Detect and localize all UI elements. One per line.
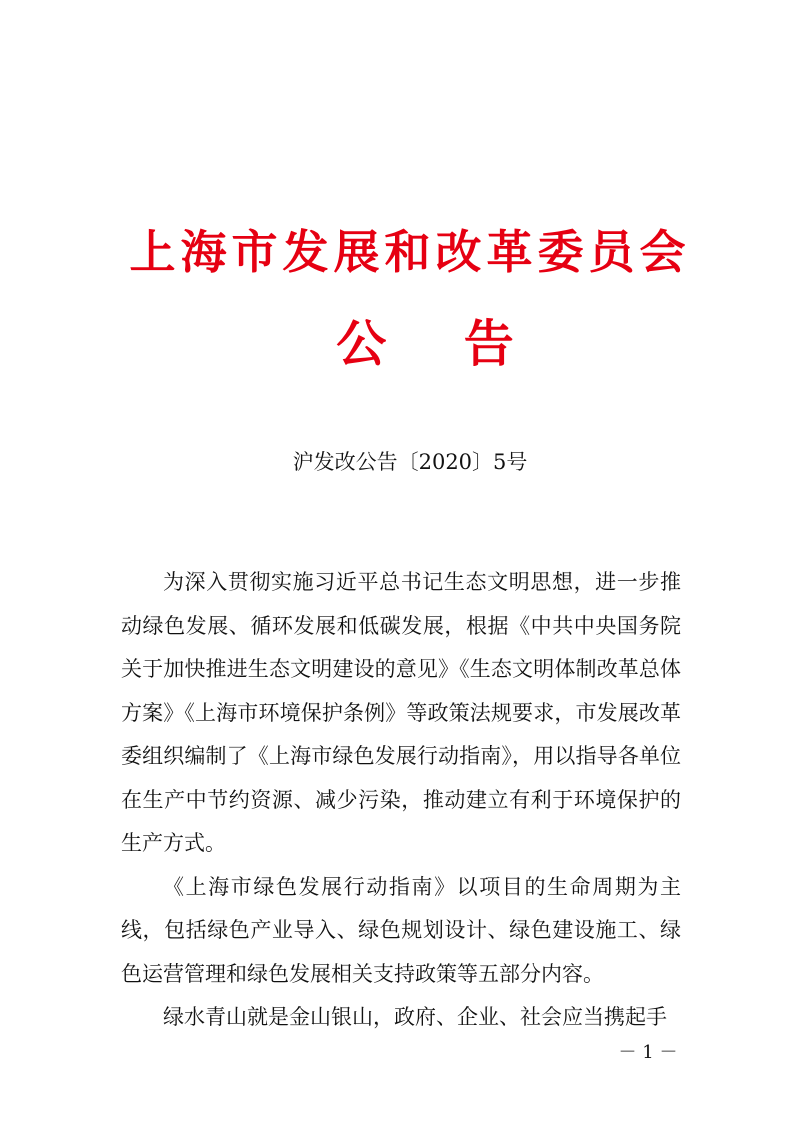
body-paragraph-1: 为深入贯彻实施习近平总书记生态文明思想，进一步推动绿色发展、循环发展和低碳发展，根据《中共中央国务院关于加快推进生态文明建设的意见》《生态文明体制改革总体方案》《上海市环境保护条例》等政策法规要求，市发展改革委组织编制了《上海市绿色发展行动指南》，用以指导各单位在生产中节约资源、减少污染，推动建立有利于环境保护的生产方式。 <box>121 570 681 855</box>
document-body <box>121 561 681 1040</box>
body-paragraph-2: 《上海市绿色发展行动指南》以项目的生命周期为主线，包括绿色产业导入、绿色规划设计、绿色建设施工、绿色运营管理和绿色发展相关支持政策等五部分内容。 <box>121 874 681 986</box>
page-number: － 1 － <box>618 1042 678 1063</box>
issuer-title: 上海市发展和改革委员会 <box>129 225 691 279</box>
body-paragraph-3: 绿水青山就是金山银山，政府、企业、社会应当携起手 <box>163 1005 667 1029</box>
document-number: 沪发改公告〔2020〕5号 <box>292 450 528 474</box>
document-type-title: 公 告 <box>336 314 544 373</box>
